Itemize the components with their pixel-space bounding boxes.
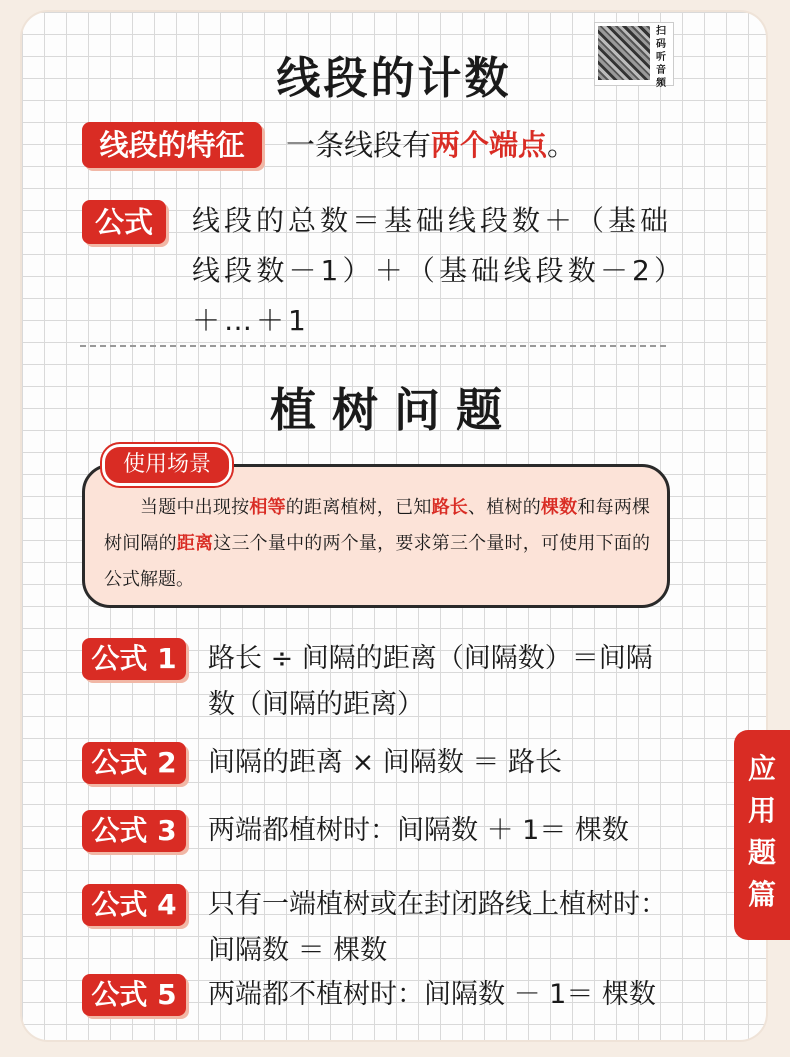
scenario-text [104, 490, 650, 598]
dashed-divider [80, 345, 666, 347]
formula-4-text: 只有一端植树或在封闭路线上植树时：间隔数 ＝ 棵数 [208, 889, 667, 966]
formula-1-tag: 公式 1 [82, 638, 186, 680]
formula-tag: 公式 [82, 200, 166, 244]
formula-3-tag: 公式 3 [82, 810, 186, 852]
formula-5-tag: 公式 5 [82, 974, 186, 1016]
section-title-tree-planting: 植树问题 [270, 383, 518, 437]
scenario-fragment: 的距离植树，已知 [285, 497, 432, 518]
section-title-segments: 线段的计数 [276, 53, 512, 104]
scenario-fragment: 当题中出现按 [140, 497, 250, 518]
formula-1-text: 路长 ÷ 间隔的距离（间隔数）＝间隔数（间隔的距离） [208, 643, 653, 720]
page [22, 12, 766, 1040]
formula-2-tag: 公式 2 [82, 742, 186, 784]
qr-caption: 扫 码 听 音 频 [656, 26, 666, 89]
formula-3-text: 两端都植树时：间隔数 ＋ 1＝ 棵数 [208, 815, 629, 846]
feature-text: 一条线段有两个端点。 [286, 128, 577, 162]
scenario-fragment: 和每两棵树间隔的 [104, 497, 651, 554]
scenario-highlight: 距离 [176, 533, 214, 554]
formula-5-text: 两端都不植树时：间隔数 － 1＝ 棵数 [208, 979, 656, 1010]
formula-2-text: 间隔的距离 × 间隔数 ＝ 路长 [208, 747, 562, 778]
scenario-highlight: 棵数 [540, 497, 578, 518]
scenario-highlight: 相等 [249, 497, 286, 518]
formula-4-tag: 公式 4 [82, 884, 186, 926]
scenario-fragment: 、植树的 [468, 497, 541, 518]
scenario-fragment: 这三个量中的两个量，要求第三个量时，可使用下面的公式解题。 [104, 533, 651, 590]
segment-formula: 线段的总数＝基础线段数＋（基础线段数－1）＋（基础线段数－2）＋…＋1 [192, 204, 673, 337]
side-tab-label: 应用题篇 [748, 752, 777, 911]
feature-tag: 线段的特征 [82, 122, 262, 168]
scenario-label: 使用场景 [102, 444, 232, 486]
scenario-highlight: 路长 [431, 497, 469, 518]
side-tab-applied-problems[interactable] [734, 730, 790, 940]
